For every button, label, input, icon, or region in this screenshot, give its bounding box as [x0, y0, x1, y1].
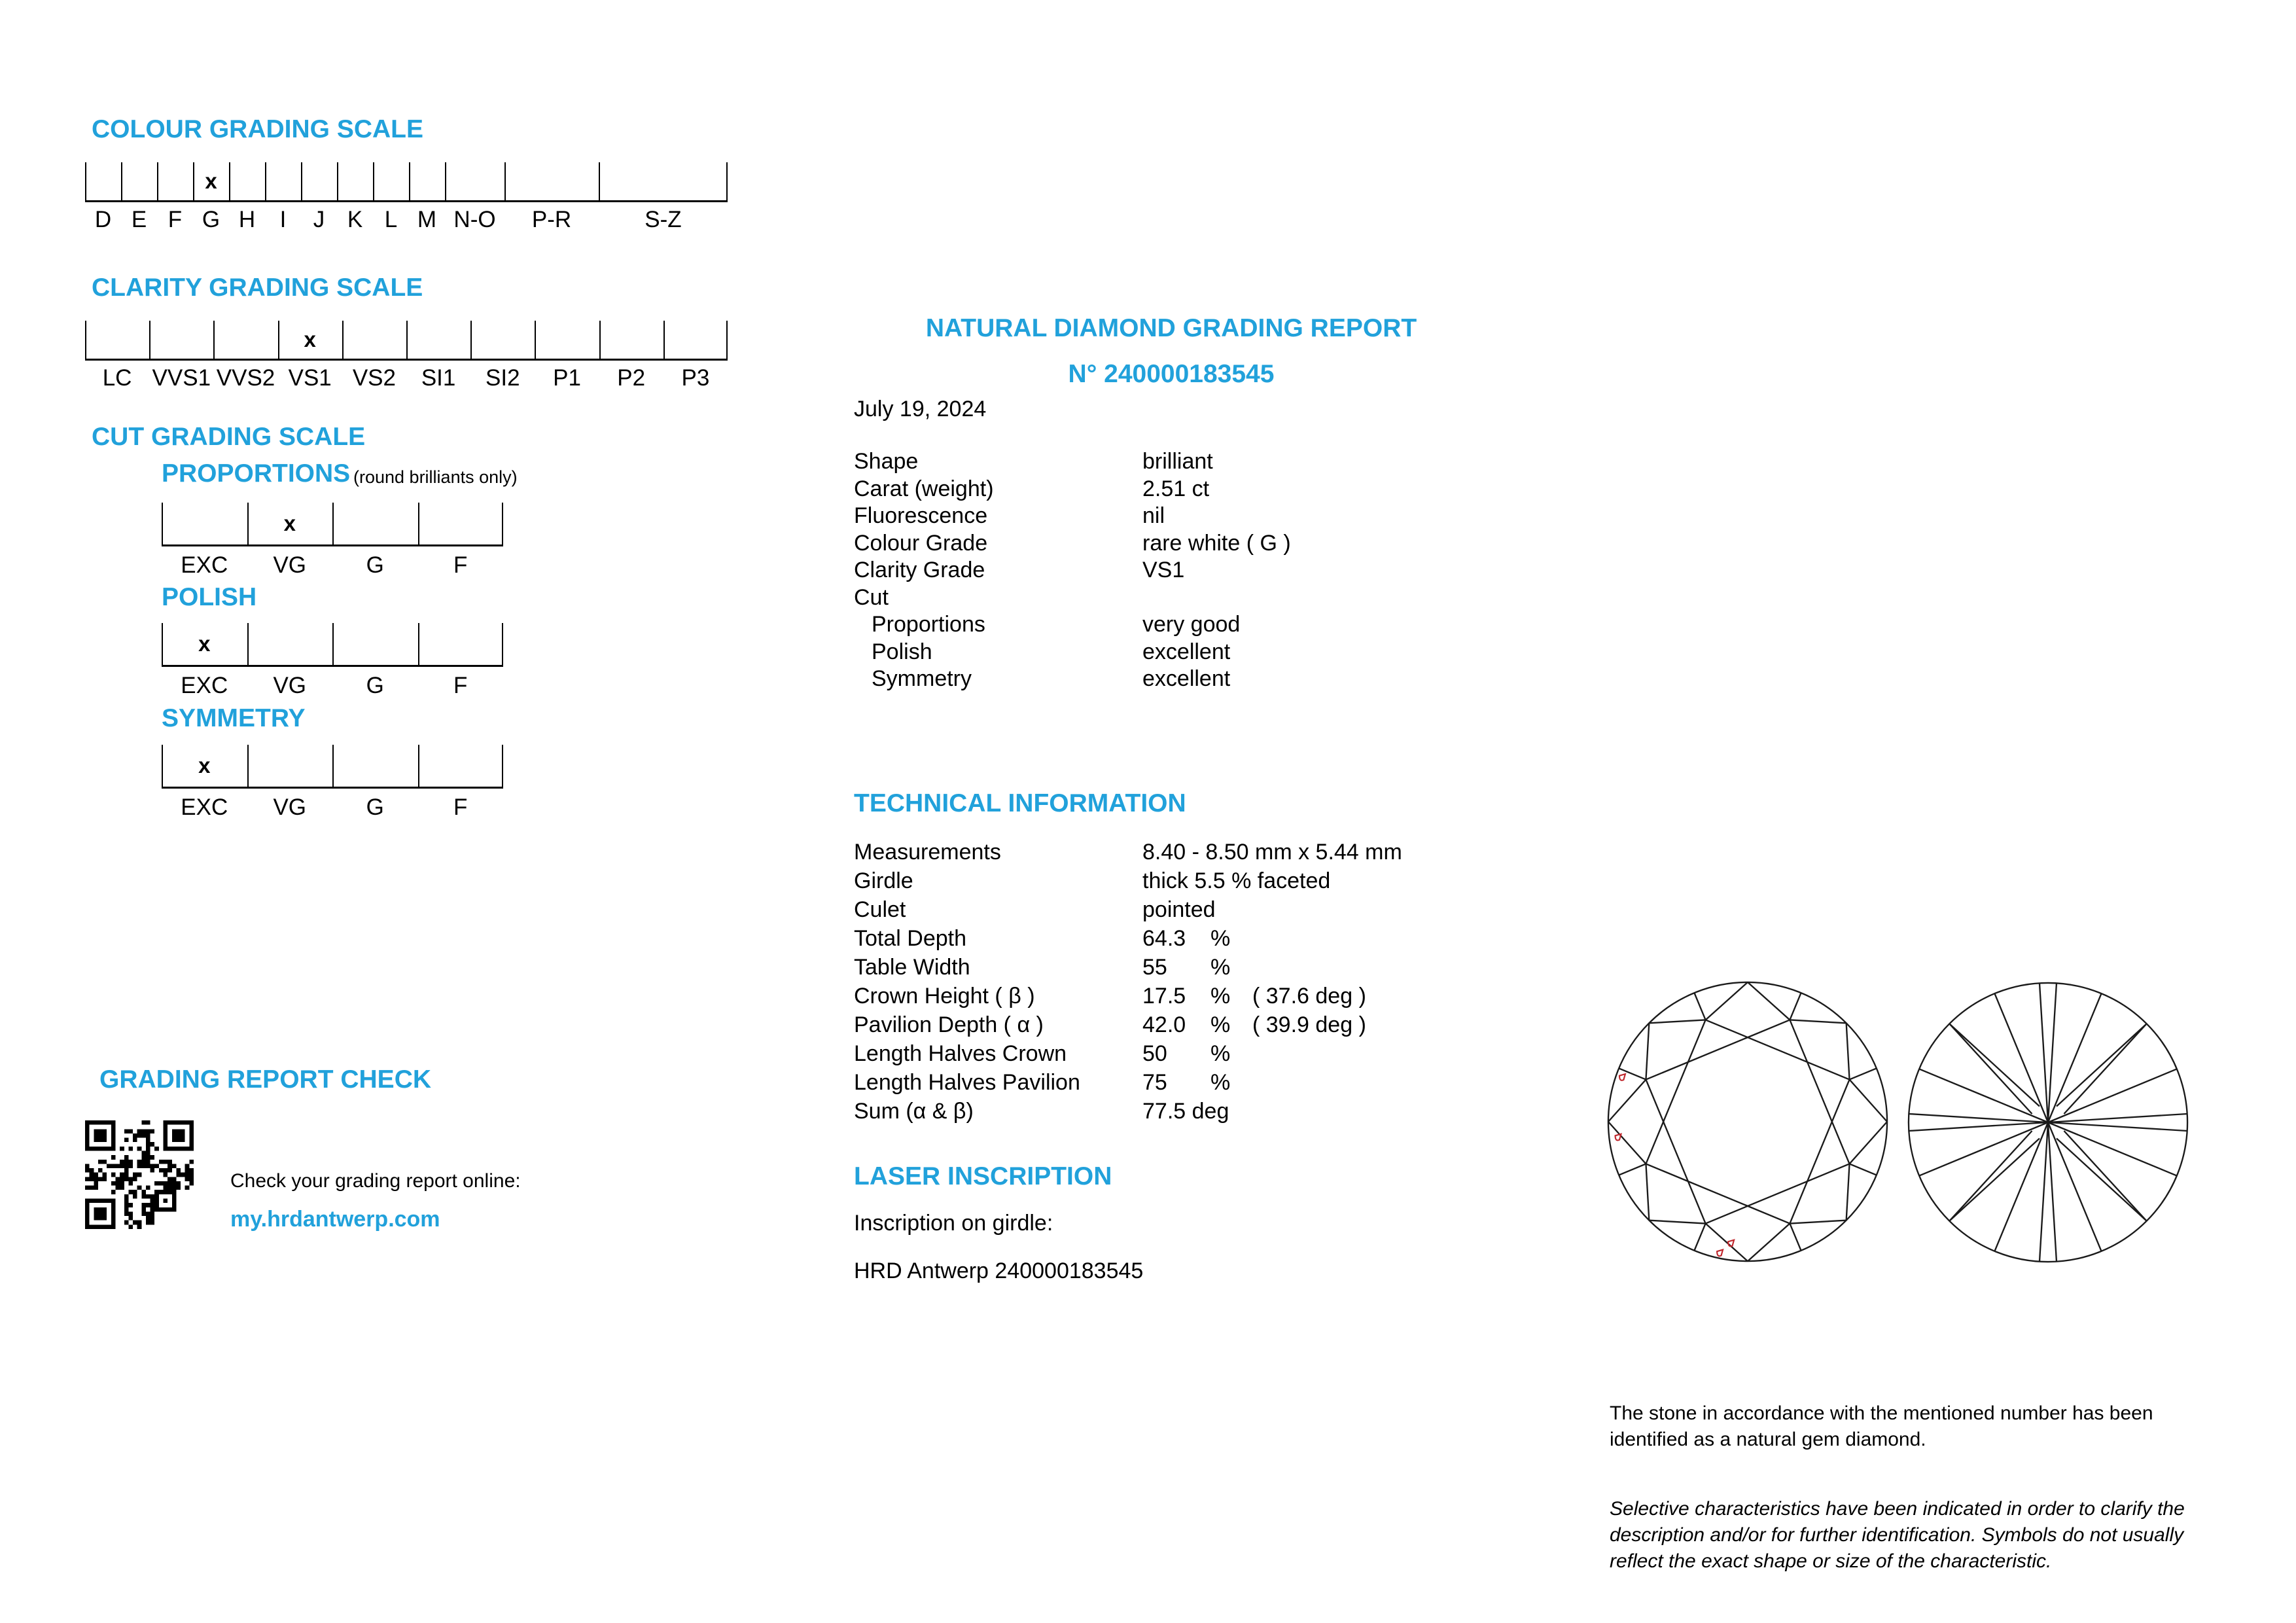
facet-line: [2057, 1024, 2147, 1106]
scale-cell-label: P1: [553, 365, 581, 391]
facet-line: [2064, 1024, 2146, 1114]
scale-tick: [332, 623, 334, 665]
facet-line: [1850, 1122, 1888, 1164]
attribute-value: very good: [1142, 612, 1241, 637]
attribute-value: 2.51 ct: [1142, 476, 1210, 501]
facet-line: [2057, 1138, 2147, 1221]
scale-cell-label: EXC: [181, 552, 228, 578]
scale-cell-label: G: [366, 552, 384, 578]
scale-tick: [162, 503, 163, 544]
girdle-outline: [1608, 982, 1887, 1261]
scale-cell-label: P3: [681, 365, 710, 391]
technical-unit: %: [1210, 926, 1231, 951]
scale-cell-label: H: [238, 207, 256, 232]
scale-cell-label: SI2: [486, 365, 520, 391]
facet-line: [1646, 1020, 1705, 1164]
facet-line: [1748, 982, 1790, 1020]
facet-line: [1646, 1164, 1649, 1220]
facet-line: [1649, 1221, 1705, 1224]
scale-cell-label: D: [94, 207, 112, 232]
scale-tick: [418, 745, 419, 787]
scale-cell-label: J: [313, 207, 325, 232]
technical-value: 55: [1142, 955, 1167, 980]
scale-tick: [504, 162, 506, 200]
attribute-label: Proportions: [872, 612, 985, 637]
qr-modules: [85, 1120, 194, 1229]
facet-line: [1646, 1023, 1649, 1079]
attribute-label: Cut: [854, 584, 889, 610]
facet-line: [1706, 1020, 1850, 1079]
proportions-title: PROPORTIONS: [162, 459, 351, 488]
clarity-characteristic-mark: [1619, 1074, 1625, 1080]
scale-cell-label: VVS1: [152, 365, 211, 391]
technical-extra: ( 39.9 deg ): [1252, 1012, 1366, 1037]
scale-tick: [121, 162, 122, 200]
facet-line: [2048, 1122, 2057, 1262]
facet-line: [1748, 1224, 1790, 1262]
technical-label: Table Width: [854, 955, 970, 980]
technical-unit: %: [1210, 1041, 1231, 1066]
scale-cell-label: SI1: [421, 365, 456, 391]
scale-ruler: [85, 321, 728, 361]
scale-tick: [342, 321, 344, 359]
facet-line: [1608, 1080, 1646, 1122]
attribute-value: rare white ( G ): [1142, 530, 1291, 556]
scale-tick: [418, 503, 419, 544]
scale-tick: [535, 321, 536, 359]
scale-cell-label: G: [366, 794, 384, 820]
scale-tick: [599, 162, 600, 200]
technical-value: pointed: [1142, 897, 1216, 922]
symmetry-title: SYMMETRY: [162, 704, 306, 732]
scale-tick: [418, 623, 419, 665]
laser-title: LASER INSCRIPTION: [854, 1162, 1112, 1190]
facet-line: [1790, 1020, 1846, 1023]
technical-value: thick 5.5 % faceted: [1142, 868, 1331, 893]
characteristics-note: Selective characteristics have been indicated in order to clarify the description and/or for further identification. Symbols do not usually reflect the exact shape or size of the characteristic.: [1610, 1498, 2185, 1572]
facet-line: [1949, 1138, 2040, 1221]
technical-label: Total Depth: [854, 926, 966, 951]
facet-line: [2048, 1114, 2187, 1122]
report-check-url[interactable]: my.hrdantwerp.com: [230, 1207, 440, 1232]
scale-cell-label: I: [279, 207, 287, 232]
scale-tick: [278, 321, 279, 359]
scale-cell-label: G: [366, 673, 384, 698]
technical-label: Length Halves Pavilion: [854, 1070, 1080, 1095]
facet-line: [1706, 982, 1748, 1020]
grade-x-mark: x: [205, 169, 217, 193]
facet-line: [1850, 1080, 1888, 1122]
scale-tick: [726, 321, 728, 359]
technical-value: 50: [1142, 1041, 1167, 1066]
identification-statement: The stone in accordance with the mentioned number has been identified as a natural gem diamond.: [1610, 1402, 2153, 1450]
technical-value: 42.0: [1142, 1012, 1186, 1037]
technical-value: 75: [1142, 1070, 1167, 1095]
attribute-label: Clarity Grade: [854, 558, 985, 582]
scale-tick: [157, 162, 158, 200]
facet-line: [2064, 1131, 2146, 1221]
scale-tick: [229, 162, 230, 200]
scale-tick: [301, 162, 302, 200]
scale-cell-label: F: [453, 552, 468, 578]
facet-line: [1619, 1164, 1646, 1175]
scale-tick: [193, 162, 194, 200]
attribute-label: Carat (weight): [854, 476, 994, 501]
facet-line: [2040, 1122, 2048, 1262]
attribute-label: Polish: [872, 639, 932, 664]
grade-x-mark: x: [198, 753, 211, 777]
report-date: July 19, 2024: [854, 397, 987, 421]
facet-line: [1694, 993, 1705, 1020]
facet-line: [1619, 1068, 1646, 1079]
scale-tick: [409, 162, 410, 200]
scale-cell-label: VS1: [288, 365, 332, 391]
scale-cell-label: VG: [273, 552, 307, 578]
facet-line: [2048, 1122, 2187, 1131]
scale-cell-label: VG: [273, 794, 307, 820]
grade-x-mark: x: [198, 632, 211, 656]
scale-tick: [337, 162, 338, 200]
scale-tick: [406, 321, 408, 359]
facet-line: [1949, 1131, 2032, 1221]
scale-cell-label: F: [168, 207, 183, 232]
technical-extra: ( 37.6 deg ): [1252, 984, 1366, 1008]
scale-tick: [445, 162, 446, 200]
scale-cell-label: EXC: [181, 794, 228, 820]
technical-label: Crown Height ( β ): [854, 984, 1035, 1008]
scale-tick: [332, 503, 334, 544]
technical-label: Length Halves Crown: [854, 1041, 1067, 1066]
laser-caption: Inscription on girdle:: [854, 1211, 1053, 1236]
scale-ruler: [162, 623, 503, 667]
facet-line: [1790, 993, 1801, 1020]
scale-cell-label: K: [347, 207, 363, 232]
scale-cell-label: EXC: [181, 673, 228, 698]
scale-tick: [373, 162, 374, 200]
report-number: N° 240000183545: [1068, 360, 1275, 388]
scale-tick: [502, 623, 503, 665]
scale-tick: [332, 745, 334, 787]
scale-tick: [470, 321, 472, 359]
facet-line: [1706, 1164, 1850, 1223]
scale-tick: [502, 745, 503, 787]
scale-tick: [247, 503, 249, 544]
scale-cell-label: G: [202, 207, 221, 232]
technical-value: 77.5 deg: [1142, 1099, 1229, 1124]
scale-cell-label: P2: [617, 365, 646, 391]
facet-line: [1790, 1080, 1849, 1224]
facet-line: [1949, 1024, 2040, 1106]
technical-label: Measurements: [854, 840, 1001, 865]
scale-cell-label: LC: [102, 365, 132, 391]
attribute-value: brilliant: [1142, 449, 1213, 474]
scale-tick: [162, 745, 163, 787]
technical-label: Pavilion Depth ( α ): [854, 1012, 1044, 1037]
report-title: NATURAL DIAMOND GRADING REPORT: [925, 314, 1417, 342]
polish-title: POLISH: [162, 583, 257, 611]
scale-cell-label: P-R: [531, 207, 572, 232]
scale-tick: [85, 321, 86, 359]
facet-line: [1608, 1122, 1646, 1164]
clarity-characteristic-mark: [1616, 1134, 1621, 1141]
attribute-label: Colour Grade: [854, 530, 988, 556]
clarity-characteristic-mark: [1717, 1250, 1723, 1257]
facet-line: [1790, 1221, 1846, 1224]
technical-unit: %: [1210, 955, 1231, 980]
facet-line: [1949, 1024, 2032, 1114]
scale-ruler: [85, 162, 728, 202]
technical-label: Sum (α & β): [854, 1099, 974, 1124]
facet-line: [1649, 1020, 1705, 1023]
facet-line: [1846, 1023, 1850, 1079]
scale-tick: [502, 503, 503, 544]
facet-line: [2048, 983, 2057, 1122]
facet-line: [1706, 1224, 1748, 1262]
facet-line: [1790, 1020, 1849, 1164]
scale-cell-label: E: [131, 207, 147, 232]
technical-label: Culet: [854, 897, 906, 922]
scale-cell-label: VVS2: [216, 365, 275, 391]
facet-line: [1646, 1080, 1705, 1224]
scale-cell-label: F: [453, 794, 468, 820]
grade-x-mark: x: [304, 327, 316, 351]
facet-line: [1850, 1164, 1877, 1175]
scale-cell-label: M: [417, 207, 437, 232]
laser-inscription: HRD Antwerp 240000183545: [854, 1258, 1144, 1283]
attribute-label: Shape: [854, 449, 919, 474]
technical-title: TECHNICAL INFORMATION: [854, 789, 1186, 817]
facet-line: [1850, 1068, 1877, 1079]
facet-line: [1646, 1020, 1790, 1079]
cut-scale-title: CUT GRADING SCALE: [92, 423, 366, 451]
attribute-value: excellent: [1142, 639, 1231, 664]
technical-unit: %: [1210, 984, 1231, 1008]
facet-line: [1646, 1164, 1790, 1223]
scale-tick: [265, 162, 266, 200]
facet-line: [1846, 1164, 1850, 1220]
report-check-title: GRADING REPORT CHECK: [99, 1065, 432, 1094]
crown-diagram: [1598, 972, 1897, 1271]
scale-cell-label: N-O: [453, 207, 496, 232]
scale-cell-label: L: [384, 207, 398, 232]
scale-tick: [247, 745, 249, 787]
attribute-value: nil: [1142, 503, 1165, 528]
scale-tick: [213, 321, 215, 359]
pavilion-diagram: [1899, 973, 2197, 1272]
scale-tick: [85, 162, 86, 200]
facet-line: [2040, 983, 2048, 1122]
scale-tick: [247, 623, 249, 665]
scale-cell-label: VS2: [352, 365, 396, 391]
facet-line: [1694, 1224, 1705, 1251]
scale-tick: [663, 321, 665, 359]
colour-scale-title: COLOUR GRADING SCALE: [92, 115, 423, 143]
scale-tick: [599, 321, 601, 359]
attribute-label: Fluorescence: [854, 503, 988, 528]
scale-tick: [149, 321, 150, 359]
facet-line: [1909, 1114, 2048, 1122]
technical-label: Girdle: [854, 868, 913, 893]
technical-unit: %: [1210, 1070, 1231, 1095]
clarity-scale-title: CLARITY GRADING SCALE: [92, 274, 423, 302]
facet-line: [1909, 1122, 2048, 1131]
attribute-value: VS1: [1142, 558, 1185, 582]
proportions-note: (round brilliants only): [353, 467, 518, 487]
grade-x-mark: x: [283, 511, 296, 535]
facet-line: [1790, 1224, 1801, 1251]
attribute-label: Symmetry: [872, 666, 972, 691]
scale-ruler: [162, 745, 503, 789]
technical-value: 64.3: [1142, 926, 1186, 951]
qr-code: [85, 1120, 194, 1229]
technical-value: 8.40 - 8.50 mm x 5.44 mm: [1142, 840, 1402, 865]
report-check-caption: Check your grading report online:: [230, 1170, 521, 1192]
scale-cell-label: VG: [273, 673, 307, 698]
scale-ruler: [162, 503, 503, 546]
scale-tick: [162, 623, 163, 665]
technical-unit: %: [1210, 1012, 1231, 1037]
scale-cell-label: F: [453, 673, 468, 698]
technical-value: 17.5: [1142, 984, 1186, 1008]
scale-cell-label: S-Z: [645, 207, 682, 232]
attribute-value: excellent: [1142, 666, 1231, 691]
scale-tick: [726, 162, 728, 200]
